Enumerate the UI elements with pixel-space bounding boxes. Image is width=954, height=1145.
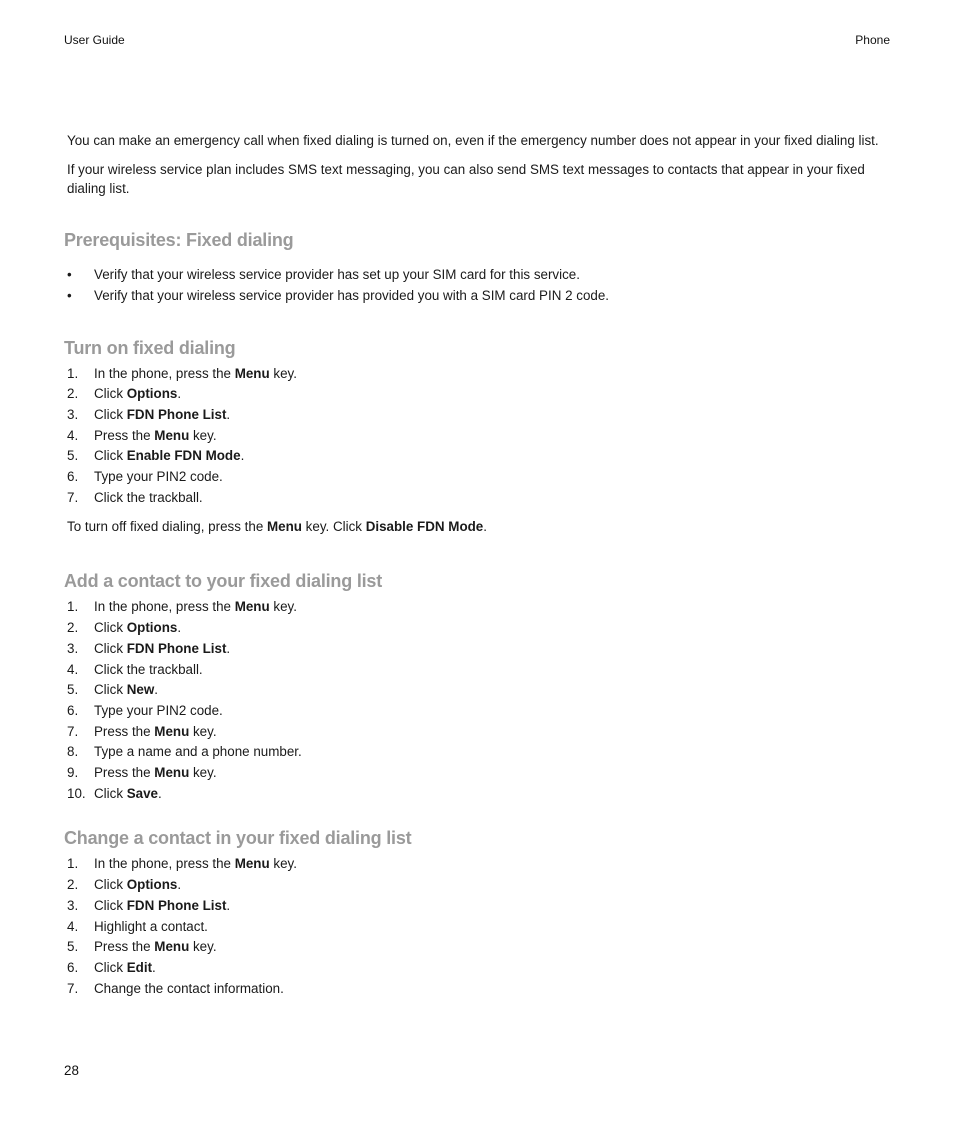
step-item — [64, 722, 894, 743]
step-text: Press the — [94, 427, 155, 443]
running-header — [64, 33, 890, 49]
prerequisites-list — [64, 264, 894, 306]
step-text: Click — [94, 620, 127, 636]
step-text: Click — [94, 785, 127, 801]
intro-text — [64, 131, 894, 199]
step-text: Click the trackball. — [94, 489, 203, 505]
step-text: In the phone, press the — [94, 599, 235, 615]
step-item — [64, 701, 894, 722]
step-number: 7. — [67, 489, 79, 505]
turn-off-note — [67, 517, 894, 537]
step-text: Click the trackball. — [94, 661, 203, 677]
add-contact-steps — [64, 597, 894, 804]
list-item — [64, 285, 894, 306]
step-bold-term: Options — [126, 620, 178, 636]
step-text: Click — [94, 640, 127, 656]
step-number: 5. — [67, 448, 79, 464]
step-text: Click — [94, 682, 127, 698]
step-text-suffix: key. — [269, 365, 297, 381]
step-number: 7. — [67, 723, 79, 739]
step-text-suffix: key. — [269, 856, 297, 872]
step-item — [64, 937, 894, 958]
step-text-suffix: . — [154, 682, 159, 698]
step-bold-term: Menu — [154, 765, 190, 781]
step-bold-term: FDN Phone List — [126, 897, 227, 913]
step-number: 5. — [67, 939, 79, 955]
step-text-suffix: key. — [189, 765, 217, 781]
step-bold-term: Menu — [154, 427, 190, 443]
step-number: 6. — [67, 469, 79, 485]
step-bold-term: Edit — [126, 959, 153, 975]
step-bold-term: Enable FDN Mode — [126, 448, 241, 464]
step-text-suffix: key. — [189, 723, 217, 739]
step-item — [64, 384, 894, 405]
step-bold-term: Menu — [234, 365, 270, 381]
step-bold-term: Options — [126, 877, 178, 893]
step-bold-term: Menu — [234, 856, 270, 872]
step-item — [64, 597, 894, 618]
step-number: 10. — [67, 785, 86, 801]
step-number: 2. — [67, 877, 79, 893]
step-text-suffix: . — [226, 406, 231, 422]
bullet-icon: • — [67, 266, 72, 282]
step-item — [64, 488, 894, 509]
bullet-icon: • — [67, 287, 72, 303]
step-text: Click — [94, 877, 127, 893]
step-text-suffix: key. — [189, 939, 217, 955]
step-text-suffix: . — [177, 877, 182, 893]
step-item — [64, 426, 894, 447]
step-text: Press the — [94, 765, 155, 781]
step-number: 4. — [67, 661, 79, 677]
step-text-suffix: . — [240, 448, 245, 464]
section-heading-add-contact: Add a contact to your fixed dialing list — [64, 571, 383, 592]
step-number: 4. — [67, 918, 79, 934]
header-guide-title: User Guide — [64, 33, 125, 47]
step-item — [64, 896, 894, 917]
step-text-suffix: . — [177, 620, 182, 636]
step-text: Type your PIN2 code. — [94, 469, 223, 485]
step-item — [64, 660, 894, 681]
step-item — [64, 742, 894, 763]
step-bold-term: Menu — [154, 723, 190, 739]
intro-paragraph: You can make an emergency call when fixed dialing is turned on, even if the emergency number does not appear in your fixed dialing list. — [67, 133, 879, 148]
step-text: Press the — [94, 939, 155, 955]
step-text: Change the contact information. — [94, 980, 284, 996]
step-number: 6. — [67, 959, 79, 975]
change-contact-steps — [64, 854, 894, 999]
step-text: Type a name and a phone number. — [94, 744, 302, 760]
step-text: In the phone, press the — [94, 365, 235, 381]
step-item — [64, 854, 894, 875]
step-number: 1. — [67, 599, 79, 615]
step-text: Click — [94, 897, 127, 913]
step-text: Type your PIN2 code. — [94, 702, 223, 718]
list-item-text: Verify that your wireless service provider has provided you with a SIM card PIN 2 code. — [94, 287, 610, 303]
step-text-suffix: . — [152, 959, 156, 975]
step-number: 1. — [67, 856, 79, 872]
step-number: 9. — [67, 765, 79, 781]
step-item — [64, 680, 894, 701]
step-item — [64, 446, 894, 467]
step-number: 4. — [67, 427, 79, 443]
note-bold-menu: Menu — [266, 519, 302, 535]
step-text: Highlight a contact. — [94, 918, 208, 934]
step-text-suffix: . — [177, 386, 182, 402]
note-text: key. Click — [301, 519, 366, 535]
step-item — [64, 639, 894, 660]
step-item — [64, 875, 894, 896]
step-item — [64, 618, 894, 639]
list-item — [64, 264, 894, 285]
step-text-suffix: . — [226, 640, 231, 656]
step-text-suffix: . — [226, 897, 231, 913]
step-bold-term: Options — [126, 386, 178, 402]
step-number: 3. — [67, 406, 79, 422]
step-number: 3. — [67, 897, 79, 913]
section-heading-change-contact: Change a contact in your fixed dialing list — [64, 828, 412, 849]
step-text: Click — [94, 386, 127, 402]
step-bold-term: Menu — [154, 939, 190, 955]
step-item — [64, 979, 894, 1000]
step-bold-term: New — [126, 682, 155, 698]
page-content — [64, 131, 894, 999]
step-text: In the phone, press the — [94, 856, 235, 872]
step-item — [64, 763, 894, 784]
page-number: 28 — [64, 1063, 79, 1078]
step-text-suffix: . — [158, 785, 162, 801]
step-text-suffix: key. — [189, 427, 217, 443]
step-bold-term: FDN Phone List — [126, 406, 227, 422]
step-text: Click — [94, 959, 127, 975]
note-text: To turn off fixed dialing, press the — [67, 519, 267, 535]
step-number: 3. — [67, 640, 79, 656]
step-item — [64, 917, 894, 938]
step-item — [64, 467, 894, 488]
note-text: . — [483, 519, 487, 535]
step-number: 2. — [67, 620, 79, 636]
step-number: 6. — [67, 702, 79, 718]
step-number: 1. — [67, 365, 79, 381]
section-heading-turn-on: Turn on fixed dialing — [64, 337, 236, 358]
turn-on-steps — [64, 364, 894, 509]
step-number: 8. — [67, 744, 79, 760]
step-text: Click — [94, 406, 127, 422]
note-bold-disable: Disable FDN Mode — [365, 519, 484, 535]
step-item — [64, 958, 894, 979]
step-text: Click — [94, 448, 127, 464]
step-item — [64, 784, 894, 805]
step-number: 5. — [67, 682, 79, 698]
step-item — [64, 364, 894, 385]
step-number: 2. — [67, 386, 79, 402]
step-number: 7. — [67, 980, 79, 996]
step-bold-term: Menu — [234, 599, 270, 615]
intro-paragraph: If your wireless service plan includes SMS text messaging, you can also send SMS text messages to contacts that appear in your fixed dialing list. — [67, 161, 865, 196]
step-text: Press the — [94, 723, 155, 739]
step-text-suffix: key. — [269, 599, 297, 615]
step-bold-term: Save — [126, 785, 159, 801]
header-chapter-title: Phone — [855, 33, 890, 47]
step-bold-term: FDN Phone List — [126, 640, 227, 656]
step-item — [64, 405, 894, 426]
list-item-text: Verify that your wireless service provider has set up your SIM card for this service. — [94, 266, 580, 282]
section-heading-prerequisites: Prerequisites: Fixed dialing — [64, 229, 294, 250]
